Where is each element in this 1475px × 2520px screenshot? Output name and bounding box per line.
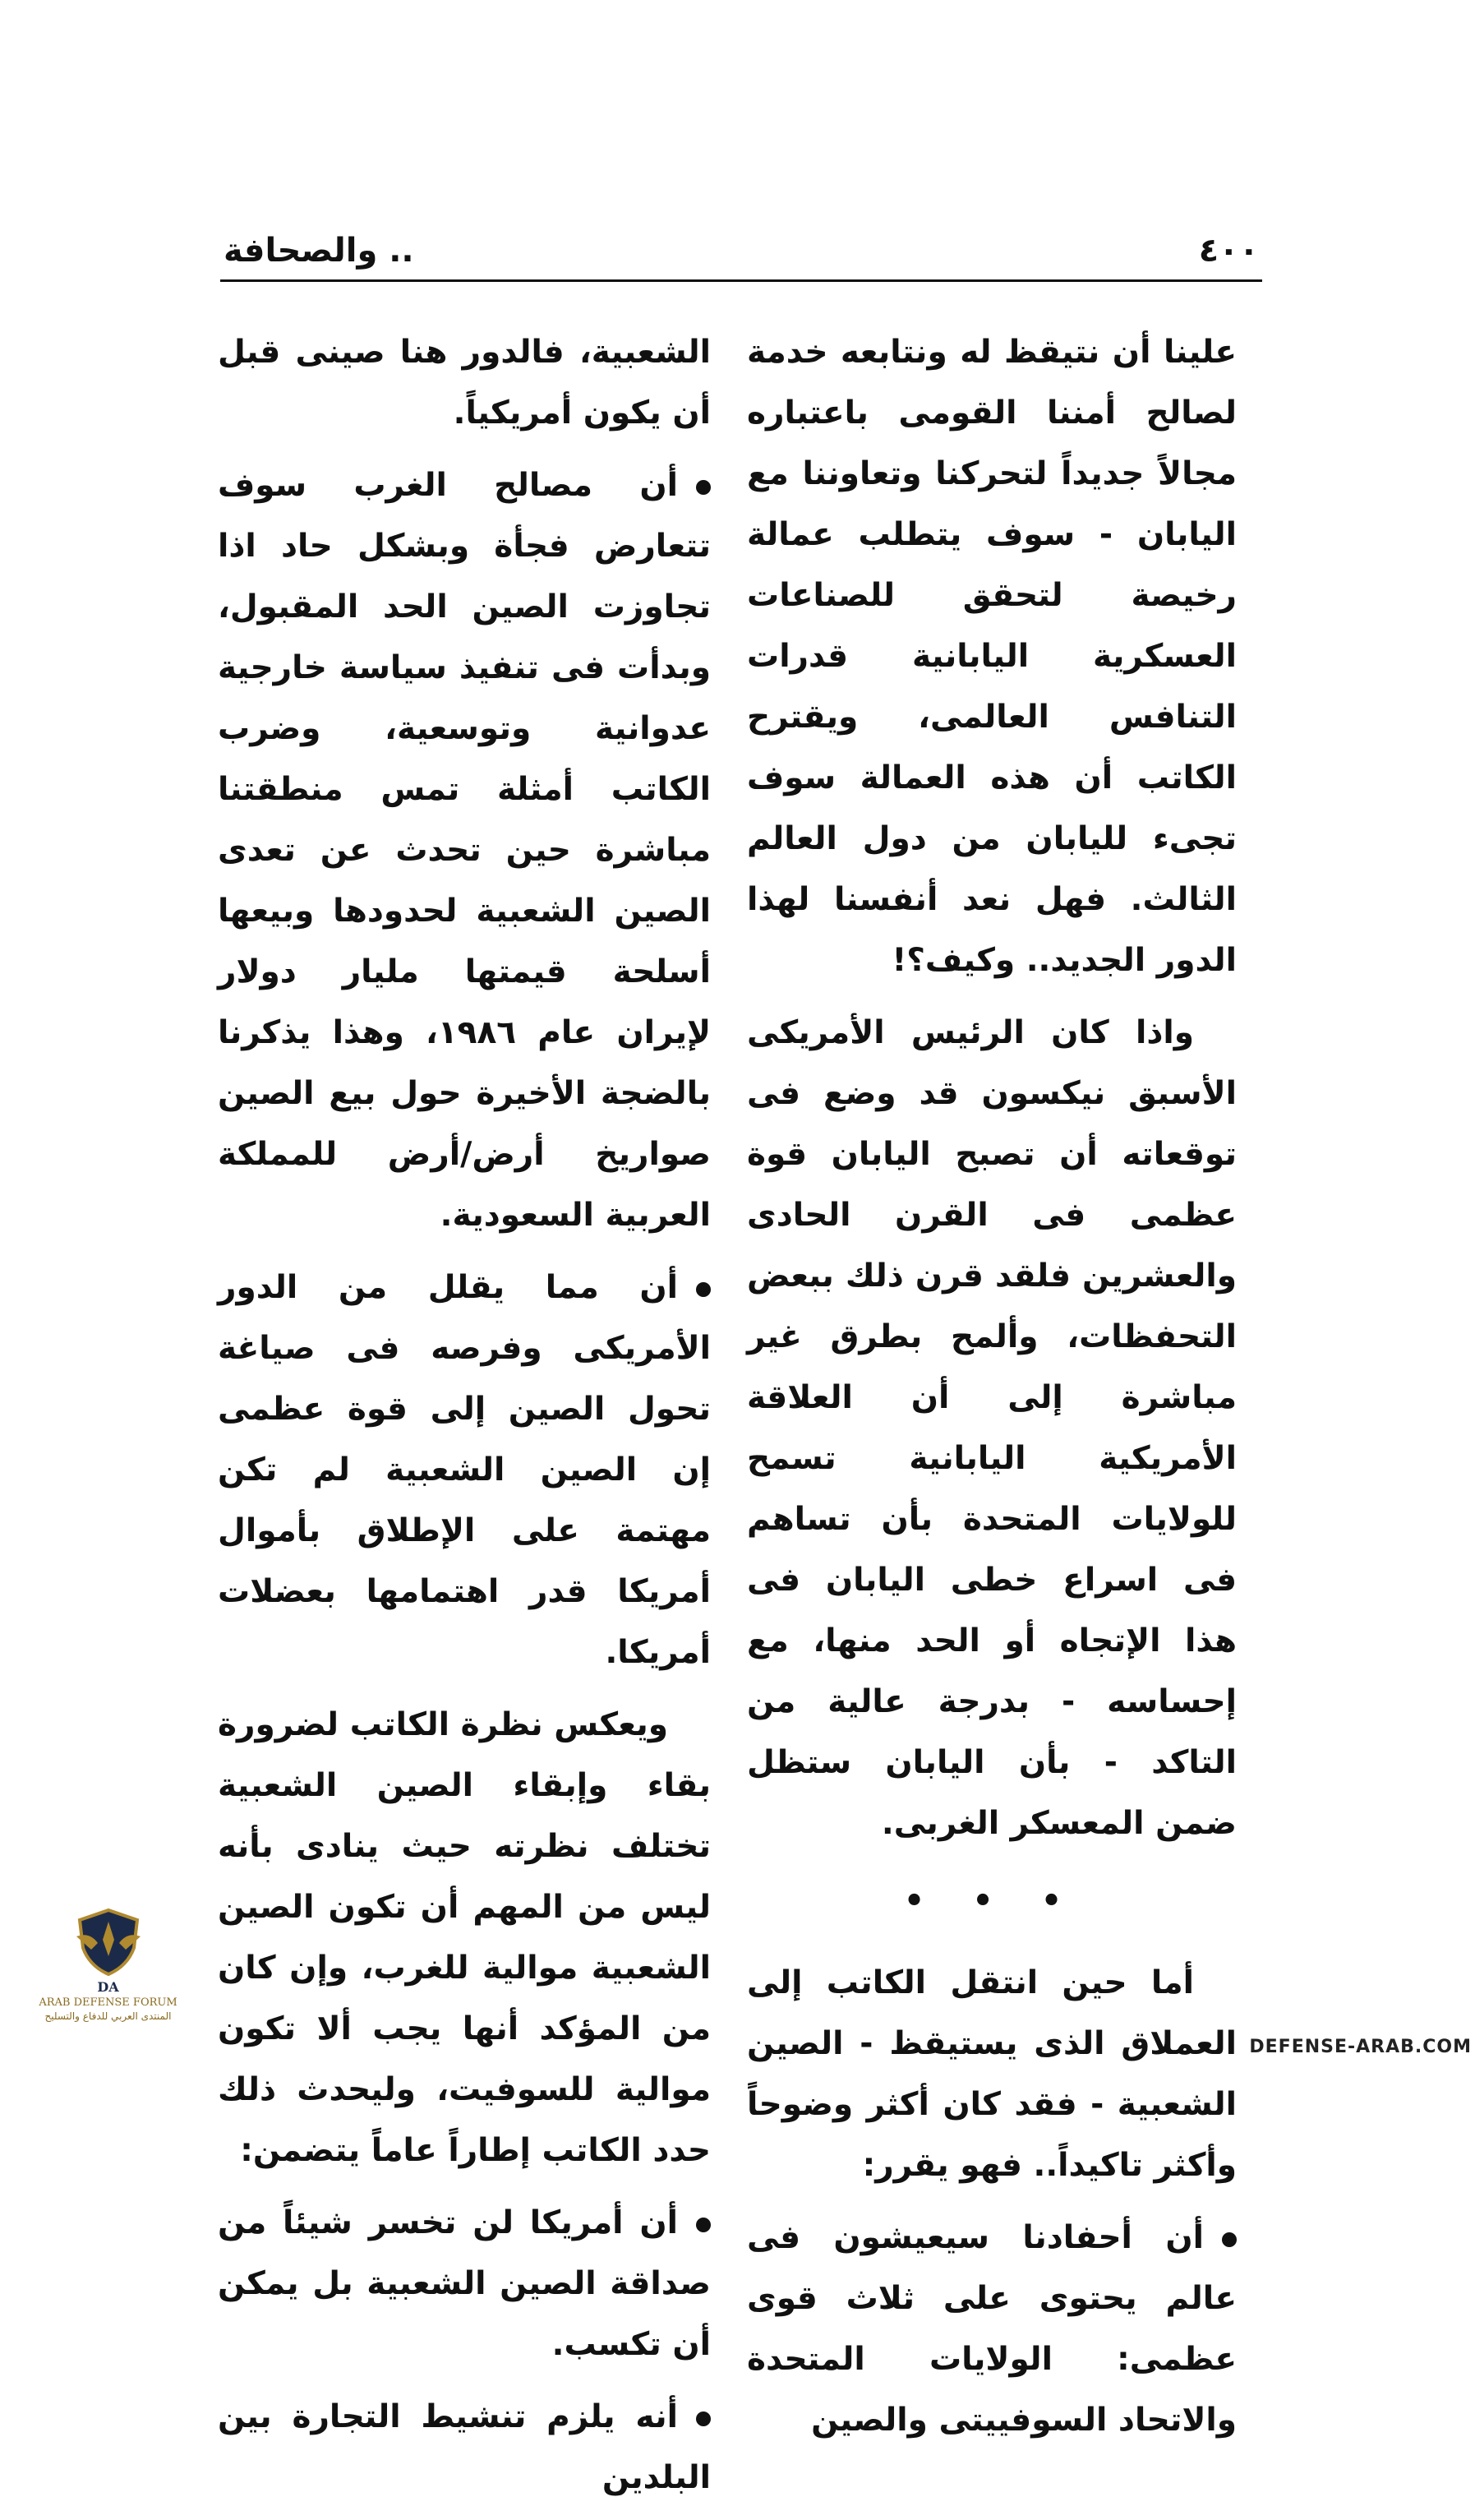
page-number: ٤٠٠ (1198, 232, 1259, 270)
paragraph-text: أنه يلزم تنشيط التجارة بين البلدين (218, 2398, 711, 2496)
running-title: .. والصحافة (224, 232, 414, 270)
bullet-item (747, 2208, 1237, 2451)
paragraph-text: واذا كان الرئيس الأمريكى الأسبق نيكسون قد وضع فى توقعاته أن تصبح اليابان قوة عظمى فى القرن الحادى والعشرين فلقد قرن ذلك ببعض التحفظات، وألمح بطرق غير مباشرة إلى أن العلاقة الأمريكية اليابانية تسمح للولايات المتحدة بأن تساهم فى اسراع خطى اليابان فى هذا الإتجاه أو الحد منها، مع إحساسه - بدرجة عالية من التاكد - بأن اليابان ستظل ضمن المعسكر الغربى. (747, 1014, 1237, 1842)
logo-arabic-name: المنتدى العربي للدفاع والتسليح (44, 2010, 172, 2022)
paragraph (747, 1953, 1237, 2196)
paragraph-text: أن مما يقلل من الدور الأمريكى وفرصه فى صياغة تحول الصين إلى قوة عظمى إن الصين الشعبية لم تكن مهتمة على الإطلاق بأموال أمريكا قدر اهتمامها بعضلات أمريكا. (218, 1269, 711, 1671)
bullet-dot-icon (1222, 2232, 1237, 2247)
paragraph (218, 1695, 711, 2181)
bullet-dot-icon (696, 480, 711, 495)
paragraph-text: أن مصالح الغرب سوف تتعارض فجأة وبشكل حاد اذا تجاوزت الصين الحد المقبول، وبدأت فى تنفيذ سياسة خارجية عدوانية وتوسعية، وضرب الكاتب أمثلة تمس منطقتنا مباشرة حين تحدث عن تعدى الصين الشعبية لحدودها وبيعها أسلحة قيمتها مليار دولار لإيران عام ١٩٨٦، وهذا يذكرنا بالضجة الأخيرة حول بيع الصين صواريخ أرض/أرض للمملكة العربية السعودية. (218, 467, 711, 1234)
left-column (218, 322, 711, 2520)
paragraph-text: أن أمريكا لن تخسر شيئاً من صداقة الصين الشعبية بل يمكن أن تكسب. (218, 2204, 711, 2363)
bullet-dot-icon (696, 2412, 711, 2426)
watermark-url: DEFENSE-ARAB.COM (1249, 2037, 1472, 2057)
section-break (747, 1871, 1237, 1932)
paragraph (747, 322, 1237, 991)
page-header (224, 232, 1259, 281)
bullet-dot-icon (696, 1282, 711, 1297)
paragraph-text: أن أحفادنا سيعيشون فى عالم يحتوى على ثلاث قوى عظمى: الولايات المتحدة والاتحاد السوفييتى والصين (747, 2219, 1237, 2439)
bullet-item (218, 2193, 711, 2375)
paragraph (747, 1003, 1237, 1854)
header-rule (220, 279, 1262, 282)
paragraph-text: الشعبية، فالدور هنا صينى قبل أن يكون أمريكياً. (218, 334, 711, 432)
paragraph-text: ويعكس نظرة الكاتب لضرورة بقاء وإبقاء الصين الشعبية تختلف نظرته حيث ينادى بأنه ليس من المهم أن تكون الصين الشعبية موالية للغرب، وإن كان من المؤكد أنها يجب ألا تكون موالية للسوفيت، وليحدث ذلك حدد الكاتب إطاراً عاماً يتضمن: (218, 1706, 711, 2169)
logo-name: ARAB DEFENSE FORUM (39, 1996, 177, 2009)
right-column (747, 322, 1237, 2462)
bullet-item (218, 455, 711, 1246)
bullet-dot-icon (696, 2218, 711, 2232)
paragraph-text: أما حين انتقل الكاتب إلى العملاق الذى يستيقظ - الصين الشعبية - فقد كان أكثر وضوحاً وأكثر تاكيداً.. فهو يقرر: (747, 1964, 1237, 2184)
bullet-item (218, 2387, 711, 2508)
paragraph-text: علينا أن نتيقظ له ونتابعه خدمة لصالح أمننا القومى باعتباره مجالاً جديداً لتحركنا وتعاوننا مع اليابان - سوف يتطلب عمالة رخيصة لتحقق للصناعات العسكرية اليابانية قدرات التنافس العالمى، ويقترح الكاتب أن هذه العمالة سوف تجىء لليابان من دول العالم الثالث. فهل نعد أنفسنا لهذا الدور الجديد.. وكيف؟! (747, 334, 1237, 979)
forum-logo (36, 1907, 180, 2053)
logo-abbreviation: DA (97, 1979, 119, 1995)
bullet-item (218, 1258, 711, 1683)
paragraph (218, 322, 711, 444)
paragraph-text: • • • (903, 1882, 1081, 1920)
shield-emblem-icon (73, 1907, 144, 1978)
